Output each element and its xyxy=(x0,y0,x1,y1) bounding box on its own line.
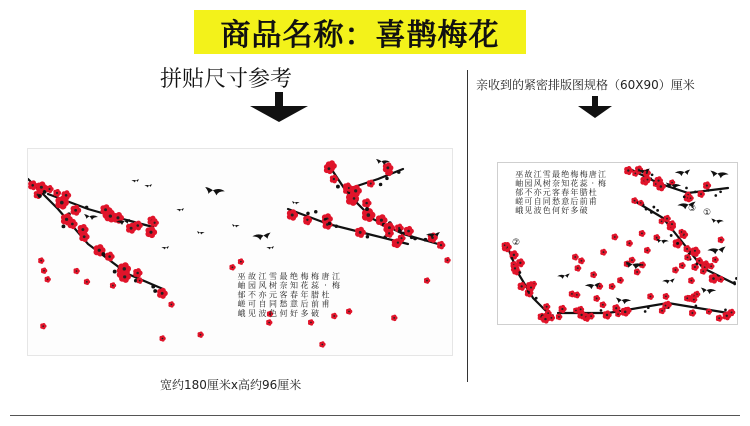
svg-text:元: 元 xyxy=(542,188,551,197)
svg-text:亦: 亦 xyxy=(533,188,542,197)
svg-text:梅: 梅 xyxy=(332,281,340,291)
svg-text:甫: 甫 xyxy=(588,197,597,206)
svg-text:客: 客 xyxy=(552,188,560,197)
svg-text:波: 波 xyxy=(258,308,267,318)
svg-text:梅: 梅 xyxy=(311,272,319,281)
blossom xyxy=(575,265,582,272)
svg-text:郁: 郁 xyxy=(515,188,524,197)
svg-text:不: 不 xyxy=(248,290,256,300)
bird-silhouette xyxy=(557,274,570,279)
blossom xyxy=(355,227,366,238)
blossom xyxy=(578,257,585,264)
svg-text:亦: 亦 xyxy=(258,290,267,300)
bird-silhouette xyxy=(232,224,240,227)
svg-text:雪: 雪 xyxy=(542,170,551,179)
svg-text:破: 破 xyxy=(311,308,319,318)
svg-text:绝: 绝 xyxy=(561,170,570,179)
blossom xyxy=(287,209,298,221)
svg-text:唐: 唐 xyxy=(321,272,330,281)
bird-silhouette xyxy=(131,179,139,182)
svg-text:花: 花 xyxy=(570,179,579,188)
svg-text:奈: 奈 xyxy=(552,179,560,188)
blossom xyxy=(238,258,244,264)
svg-text:唐: 唐 xyxy=(588,170,597,179)
svg-text:江: 江 xyxy=(533,170,542,179)
svg-text:梅: 梅 xyxy=(579,170,588,179)
svg-text:同: 同 xyxy=(542,197,551,206)
svg-text:知: 知 xyxy=(290,281,298,291)
svg-text:知: 知 xyxy=(561,179,570,188)
blossom xyxy=(626,240,633,247)
svg-text:见: 见 xyxy=(524,206,533,215)
blossom xyxy=(716,315,723,322)
svg-text:梅: 梅 xyxy=(300,272,309,281)
blossom xyxy=(617,277,624,284)
svg-text:不: 不 xyxy=(524,188,533,197)
blossom xyxy=(612,234,619,241)
svg-text:年: 年 xyxy=(300,290,309,300)
blossom xyxy=(40,323,46,329)
svg-text:园: 园 xyxy=(248,281,256,291)
blossom xyxy=(629,257,636,264)
svg-text:意: 意 xyxy=(561,197,570,206)
blossom xyxy=(708,263,714,270)
blossom xyxy=(634,269,641,276)
blossom xyxy=(718,236,725,243)
svg-text:前: 前 xyxy=(579,197,588,206)
svg-text:多: 多 xyxy=(300,308,309,318)
blossom xyxy=(593,295,600,302)
svg-text:峨: 峨 xyxy=(515,206,524,215)
blossom xyxy=(61,190,71,200)
bird-silhouette xyxy=(144,184,152,187)
blossom xyxy=(53,189,61,197)
svg-text:岫: 岫 xyxy=(237,281,246,291)
received-layout-header: 亲收到的紧密排版图规格（60X90）厘米 xyxy=(476,78,695,92)
blossom xyxy=(38,257,44,263)
poem-text xyxy=(515,169,606,215)
sheet-number: ③ xyxy=(688,204,697,214)
svg-text:破: 破 xyxy=(579,206,588,215)
svg-text:·: · xyxy=(324,281,327,291)
blossom xyxy=(168,301,174,307)
blossom xyxy=(600,301,607,308)
bird-silhouette xyxy=(711,219,724,224)
svg-text:可: 可 xyxy=(524,197,533,206)
blossom xyxy=(350,185,362,197)
svg-text:故: 故 xyxy=(248,272,256,281)
svg-text:春: 春 xyxy=(290,290,298,300)
svg-text:故: 故 xyxy=(524,170,533,179)
blossom xyxy=(424,277,430,283)
blossom xyxy=(308,319,314,325)
svg-text:何: 何 xyxy=(552,206,560,215)
blossom xyxy=(346,308,352,314)
bird-silhouette xyxy=(292,201,300,204)
svg-text:风: 风 xyxy=(533,179,542,188)
bird-silhouette xyxy=(710,171,728,179)
svg-text:元: 元 xyxy=(269,290,277,300)
blossom xyxy=(600,249,607,256)
svg-text:最: 最 xyxy=(279,272,288,281)
blossom xyxy=(46,185,54,193)
bird-silhouette xyxy=(707,247,725,255)
sticker-sheet-image xyxy=(497,162,738,325)
blossom xyxy=(133,268,142,278)
blossom xyxy=(647,293,654,300)
bird-silhouette xyxy=(656,239,669,244)
blossom xyxy=(198,331,204,337)
blossom xyxy=(266,319,272,325)
branch xyxy=(638,203,733,283)
blossom xyxy=(572,254,579,261)
branch xyxy=(28,179,163,289)
svg-text:最: 最 xyxy=(552,170,560,179)
svg-text:蕊: 蕊 xyxy=(579,179,588,188)
blossom xyxy=(444,257,450,263)
bird-silhouette xyxy=(161,246,169,249)
svg-text:好: 好 xyxy=(561,206,570,215)
svg-text:梅: 梅 xyxy=(598,179,606,188)
svg-text:后: 后 xyxy=(300,299,309,309)
poem-text xyxy=(238,271,341,318)
svg-text:树: 树 xyxy=(269,281,277,291)
blossom xyxy=(688,277,695,284)
svg-text:杜: 杜 xyxy=(321,290,330,300)
svg-text:色: 色 xyxy=(542,206,551,215)
svg-text:花: 花 xyxy=(300,281,309,291)
blossom xyxy=(133,221,143,231)
product-title: 商品名称：喜鹊梅花 xyxy=(220,18,500,53)
blossom xyxy=(45,276,51,282)
bird-silhouette xyxy=(266,246,274,249)
bird-silhouette xyxy=(197,231,205,234)
blossom xyxy=(672,267,679,274)
svg-text:自: 自 xyxy=(258,299,267,309)
blossom xyxy=(145,226,157,238)
svg-text:意: 意 xyxy=(290,299,298,309)
size-caption: 宽约180厘米x高约96厘米 xyxy=(160,378,302,392)
svg-text:同: 同 xyxy=(269,299,277,309)
bird-silhouette xyxy=(675,170,690,177)
blossom xyxy=(159,335,165,341)
bird-silhouette xyxy=(176,208,184,211)
svg-text:前: 前 xyxy=(311,299,319,309)
blossom xyxy=(639,230,646,237)
svg-text:何: 何 xyxy=(279,308,288,318)
svg-text:愁: 愁 xyxy=(279,299,288,309)
svg-text:风: 风 xyxy=(258,281,267,291)
blossom xyxy=(41,267,47,273)
svg-text:蕊: 蕊 xyxy=(311,281,319,291)
svg-text:色: 色 xyxy=(269,308,277,318)
bird-silhouette xyxy=(84,214,98,220)
svg-text:巫: 巫 xyxy=(515,170,524,179)
svg-text:园: 园 xyxy=(524,179,533,188)
svg-text:腊: 腊 xyxy=(311,290,319,300)
svg-text:腊: 腊 xyxy=(579,188,588,197)
svg-text:可: 可 xyxy=(248,299,256,309)
bird-silhouette xyxy=(616,298,631,305)
svg-text:江: 江 xyxy=(598,170,606,179)
svg-text:多: 多 xyxy=(570,206,579,215)
svg-text:江: 江 xyxy=(258,272,267,281)
svg-text:·: · xyxy=(591,179,595,188)
blossom xyxy=(229,264,235,270)
svg-text:客: 客 xyxy=(279,290,288,300)
svg-text:郁: 郁 xyxy=(237,290,246,300)
bird-silhouette xyxy=(252,233,270,241)
svg-text:树: 树 xyxy=(542,179,551,188)
blossom xyxy=(437,241,445,250)
blossom xyxy=(703,181,711,189)
svg-text:岫: 岫 xyxy=(515,179,524,188)
sheet-number: ② xyxy=(512,238,521,248)
blossom xyxy=(663,293,670,300)
blossom xyxy=(679,262,686,269)
svg-text:峨: 峨 xyxy=(237,308,246,318)
wall-sticker-preview-image xyxy=(27,148,453,356)
svg-text:杜: 杜 xyxy=(588,188,597,197)
blossom xyxy=(391,315,397,321)
svg-text:嵯: 嵯 xyxy=(515,197,524,206)
bottom-rule xyxy=(10,415,740,416)
blossom xyxy=(84,279,90,285)
blossom xyxy=(362,198,371,208)
svg-text:江: 江 xyxy=(332,272,340,281)
bird-silhouette xyxy=(205,187,225,195)
svg-text:后: 后 xyxy=(570,197,579,206)
svg-text:梅: 梅 xyxy=(570,170,579,179)
blossom xyxy=(404,226,414,236)
down-arrow-icon xyxy=(250,92,308,126)
bird-silhouette xyxy=(701,288,716,295)
svg-text:绝: 绝 xyxy=(290,272,298,281)
blossom xyxy=(624,166,633,175)
size-reference-header: 拼贴尺寸参考 xyxy=(160,67,293,92)
svg-text:自: 自 xyxy=(533,197,542,206)
blossom xyxy=(105,252,115,262)
blossom xyxy=(110,282,116,288)
blossom xyxy=(543,303,550,310)
svg-text:巫: 巫 xyxy=(237,272,246,281)
sheet-number: ① xyxy=(703,208,712,218)
svg-text:好: 好 xyxy=(290,308,298,318)
blossom xyxy=(609,283,616,290)
blossom xyxy=(151,219,159,227)
svg-text:奈: 奈 xyxy=(279,281,288,291)
blossom xyxy=(137,277,143,283)
section-divider xyxy=(467,70,468,382)
bird-silhouette xyxy=(662,279,675,284)
blossom xyxy=(712,256,719,263)
svg-text:波: 波 xyxy=(533,206,542,215)
blossom xyxy=(590,271,597,278)
svg-text:愁: 愁 xyxy=(552,197,560,206)
down-arrow-icon xyxy=(578,96,612,122)
svg-text:年: 年 xyxy=(570,188,579,197)
blossom xyxy=(556,314,562,321)
blossom xyxy=(74,268,80,274)
svg-text:雪: 雪 xyxy=(269,272,277,281)
svg-text:嵯: 嵯 xyxy=(237,299,246,309)
blossom xyxy=(689,309,696,316)
blossom xyxy=(157,288,168,299)
svg-text:春: 春 xyxy=(561,188,570,197)
svg-text:见: 见 xyxy=(248,308,256,318)
blossom xyxy=(644,247,651,254)
blossom xyxy=(331,313,337,319)
plum-blossoms xyxy=(28,160,451,347)
product-title-banner xyxy=(194,10,526,54)
svg-text:甫: 甫 xyxy=(321,299,330,309)
blossom xyxy=(319,341,325,347)
